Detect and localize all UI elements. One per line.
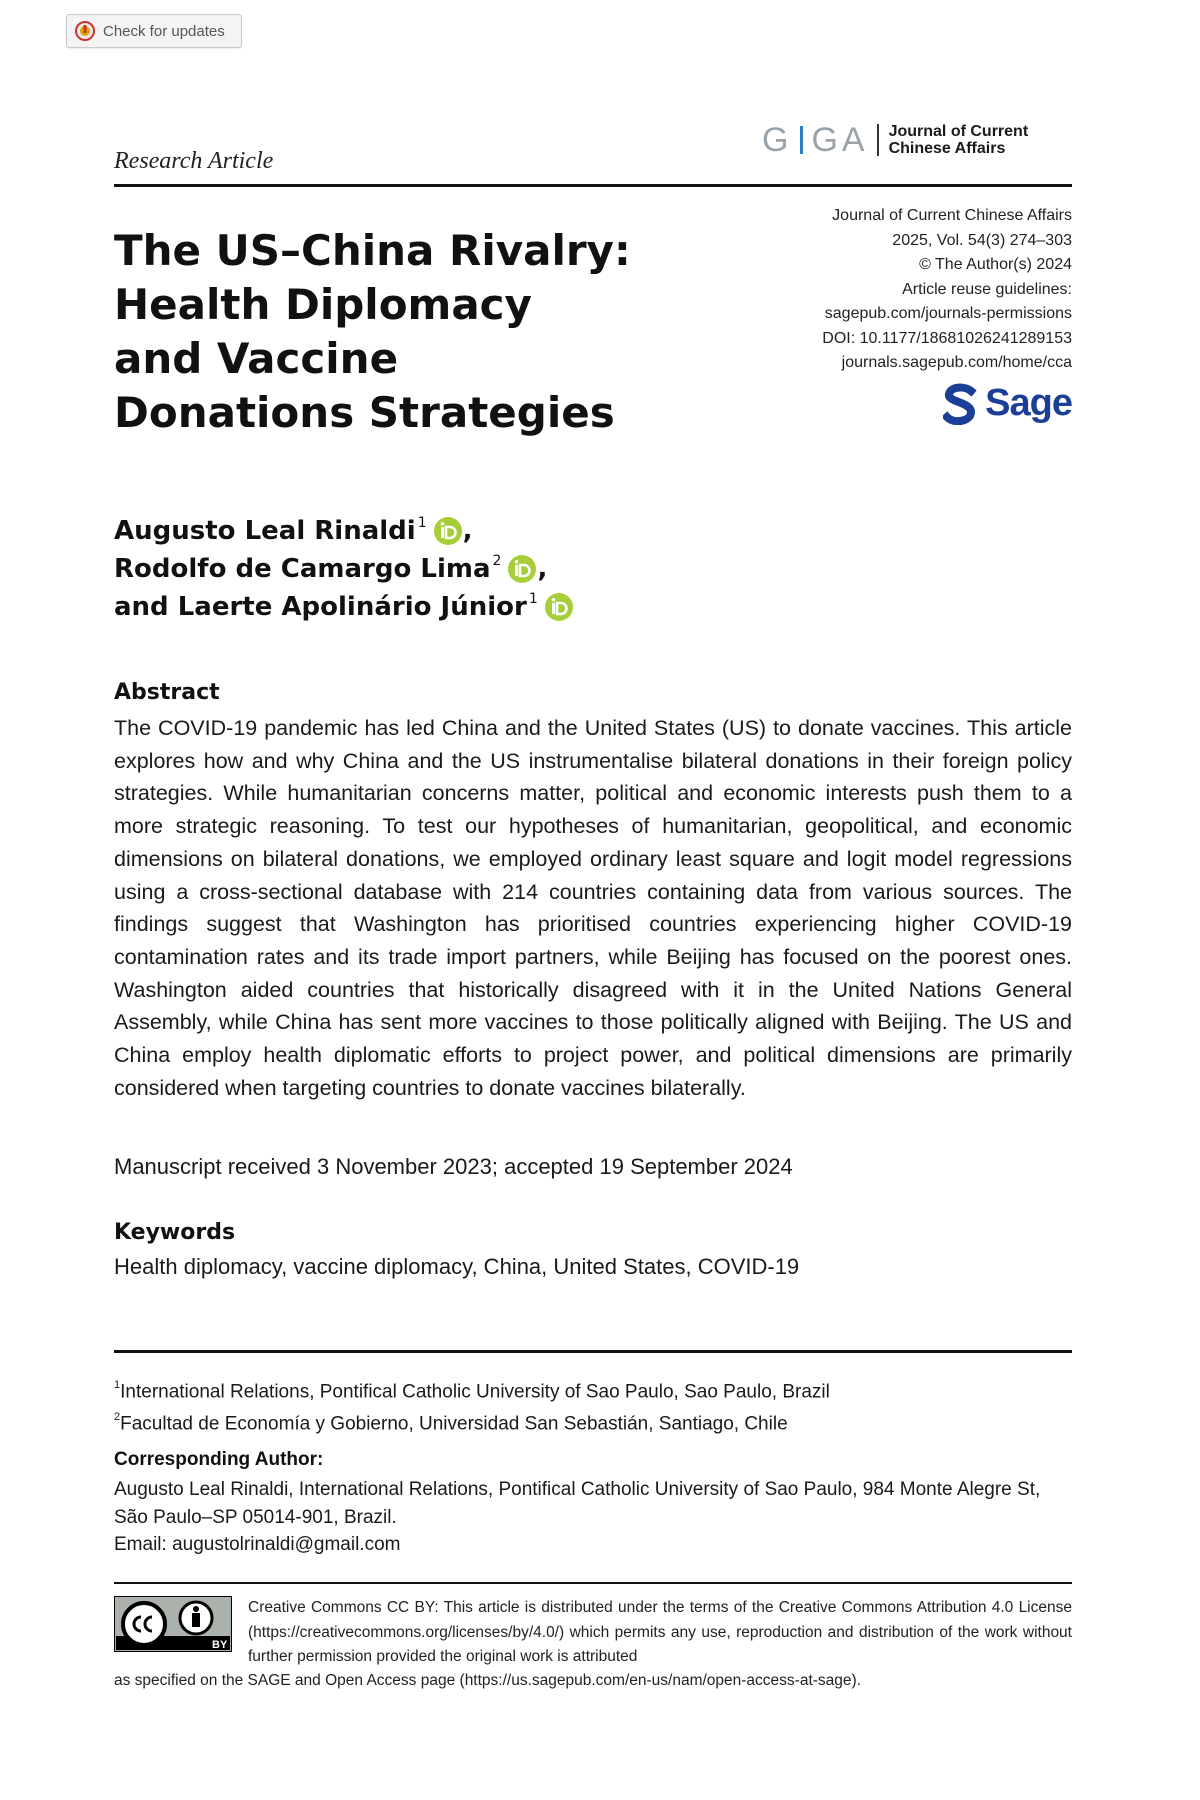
check-for-updates-icon xyxy=(75,21,95,41)
license-statement: Creative Commons CC BY: This article is distributed under the terms of the Creative Commons Attribution 4.0 License (https://creativecommons.org/licenses/by/4.0/) which permits any use, reproduction and distribution of the work without further permission provided the original work is attributed xyxy=(248,1599,1072,1665)
orcid-icon[interactable] xyxy=(544,592,574,622)
author-name[interactable]: Augusto Leal Rinaldi xyxy=(114,516,416,546)
keywords-heading: Keywords xyxy=(114,1220,236,1245)
affiliations xyxy=(114,1374,830,1438)
reuse-link[interactable]: sagepub.com/journals-permissions xyxy=(824,305,1072,322)
author-list xyxy=(114,512,574,626)
author-affiliation-mark: 1 xyxy=(417,515,427,531)
footnote-rule xyxy=(114,1350,1072,1353)
abstract-heading: Abstract xyxy=(114,680,220,705)
check-for-updates-label: Check for updates xyxy=(103,22,225,40)
giga-brand-mark: G GA xyxy=(762,120,869,159)
corresponding-email-link[interactable]: Email: augustolrinaldi@gmail.com xyxy=(114,1534,401,1555)
check-for-updates-button[interactable] xyxy=(66,14,242,48)
logo-divider xyxy=(877,124,879,156)
cc-by-icon[interactable] xyxy=(114,1596,232,1652)
header-rule xyxy=(114,184,1072,187)
cc-by-label: BY xyxy=(212,1639,228,1651)
sage-wordmark: Sage xyxy=(985,382,1072,424)
corresponding-author-details: Augusto Leal Rinaldi, International Relations, Pontifical Catholic University of Sao Paulo, 984 Monte Alegre St, São Paulo–SP 05014-901, Brazil. Email: augustolrinaldi@gmail.com xyxy=(114,1476,1074,1559)
author-name[interactable]: and Laerte Apolinário Júnior xyxy=(114,592,527,622)
reuse-label: Article reuse guidelines: xyxy=(902,280,1072,298)
giga-journal-logo xyxy=(762,120,1070,160)
affiliation-item: $^1$International Relations, Pontifical Catholic University of Sao Paulo, Sao Paulo, Brazil xyxy=(114,1379,830,1403)
volume-info: 2025, Vol. 54(3) 274–303 xyxy=(892,231,1072,249)
author-affiliation-mark: 1 xyxy=(528,591,538,607)
author-name[interactable]: Rodolfo de Camargo Lima xyxy=(114,554,491,584)
author-item: Augusto Leal Rinaldi $^1$ , xyxy=(114,512,574,550)
corresponding-author-heading: Corresponding Author: xyxy=(114,1449,324,1470)
keywords-list: Health diplomacy, vaccine diplomacy, China, United States, COVID-19 xyxy=(114,1254,800,1279)
giga-journal-name: Journal of Current Chinese Affairs xyxy=(888,123,1029,157)
doi-link[interactable]: DOI: 10.1177/18681026241289153 xyxy=(822,329,1072,347)
license-rule xyxy=(114,1582,1072,1584)
journal-name: Journal of Current Chinese Affairs xyxy=(832,207,1072,224)
article-title: The US–China Rivalry: Health Diplomacy and Vaccine Donations Strategies xyxy=(114,226,631,437)
article-metadata xyxy=(692,204,1072,376)
author-item xyxy=(114,588,574,626)
sage-logo xyxy=(943,382,1072,425)
abstract-body: The COVID-19 pandemic has led China and the United States (US) to donate vaccines. This article explores how and why China and the US instrumentalise bilateral donations in their foreign policy strategies. While humanitarian concerns matter, political and economic interests push them to a more strategic reasoning. To test our hypotheses of humanitarian, geopolitical, and economic dimensions on bilateral donations, we employed ordinary least square and logit model regressions using a cross-sectional database with 214 countries containing data from various sources. The findings suggest that Washington has prioritised countries experiencing higher COVID-19 contamination rates and its trade import partners, while Beijing has focused on the poorest ones. Washington aided countries that historically disagreed with it in the United Nations General Assembly, while China has sent more vaccines to those politically aligned with Beijing. The US and China employ health diplomatic efforts to project power, and political dimensions are primarily considered when targeting countries to donate vaccines bilaterally. xyxy=(114,716,1072,1100)
article-type: Research Article xyxy=(114,148,274,174)
journal-homepage-link[interactable]: journals.sagepub.com/home/cca xyxy=(841,354,1072,371)
author-affiliation-mark: 2 xyxy=(492,553,502,569)
affiliation-item: $^2$Facultad de Economía y Gobierno, Universidad San Sebastián, Santiago, Chile xyxy=(114,1410,788,1435)
sage-s-icon xyxy=(943,383,977,425)
manuscript-dates: Manuscript received 3 November 2023; accepted 19 September 2024 xyxy=(114,1154,793,1179)
license-statement-continued: as specified on the SAGE and Open Access page (https://us.sagepub.com/en-us/nam/open-access-at-sage). xyxy=(114,1672,862,1689)
author-item: Rodolfo de Camargo Lima $^2$ , xyxy=(114,550,574,588)
orcid-icon[interactable] xyxy=(433,516,463,546)
copyright: © The Author(s) 2024 xyxy=(919,256,1072,273)
